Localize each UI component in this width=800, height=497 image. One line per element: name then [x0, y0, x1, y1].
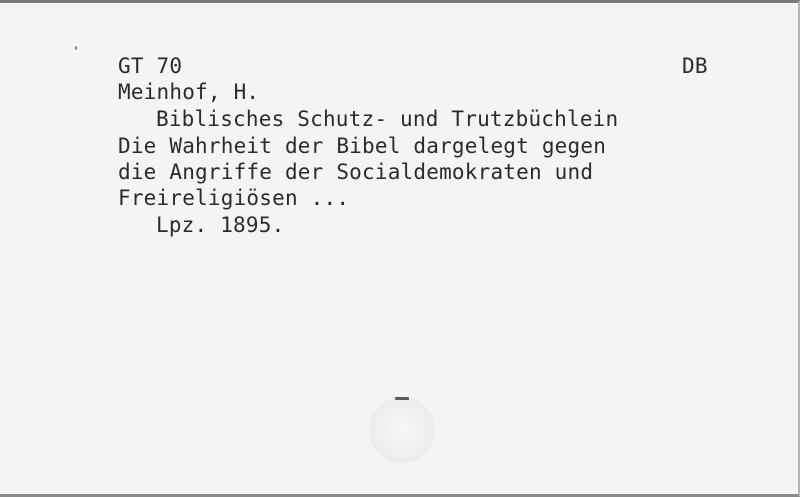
ink-speck [75, 46, 77, 50]
title-line: die Angriffe der Socialdemokraten und [118, 160, 594, 184]
punch-hole [369, 397, 435, 463]
author-heading: Meinhof, H. [118, 80, 260, 104]
imprint: Lpz. 1895. [156, 213, 285, 237]
title-line: Die Wahrheit der Bibel dargelegt gegen [118, 134, 607, 158]
title-line: Freireligiösen ... [118, 186, 350, 210]
punch-hole-mark [395, 397, 409, 400]
location-code: DB [682, 54, 708, 78]
call-number: GT 70 [118, 54, 183, 78]
title-line: Biblisches Schutz- und Trutzbüchlein [156, 107, 619, 131]
